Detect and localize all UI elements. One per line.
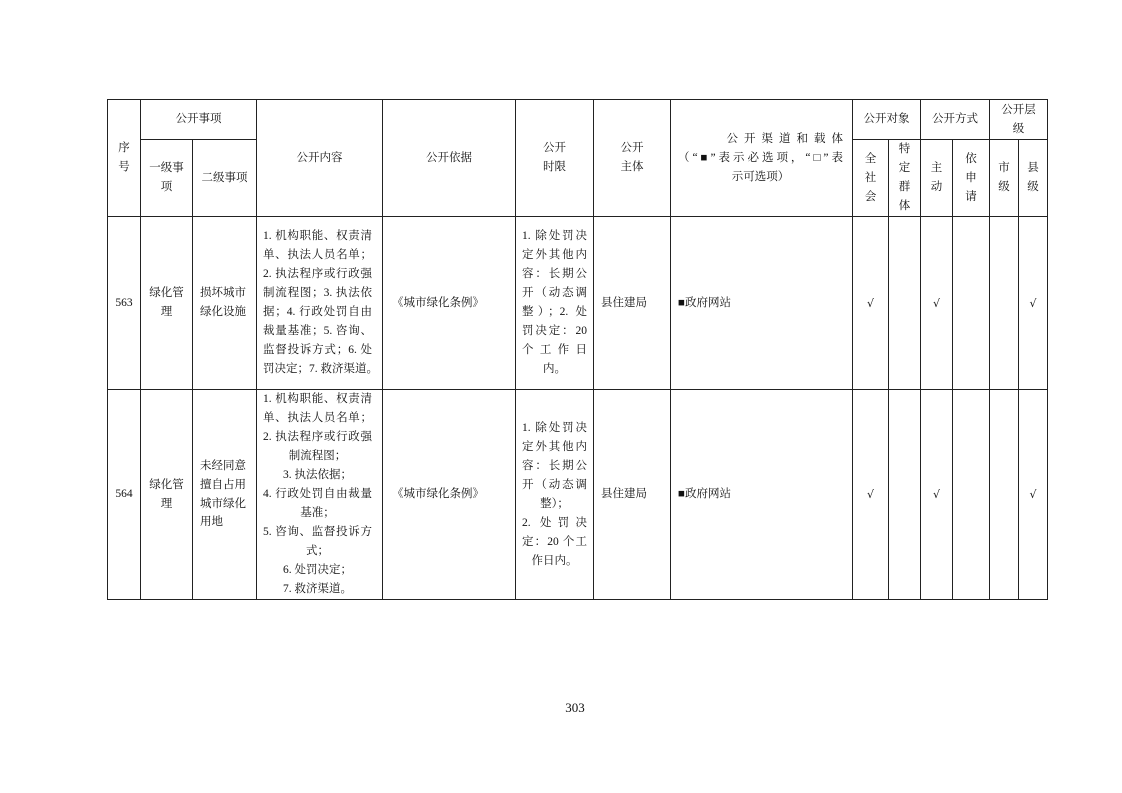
row-content-line: 基准； bbox=[300, 507, 335, 519]
row-level-county-check: √ bbox=[1019, 217, 1048, 390]
header-mode-active-line: 动 bbox=[930, 181, 943, 193]
row-basis: 《城市绿化条例》 bbox=[383, 217, 516, 390]
header-mode-active-text bbox=[921, 159, 952, 197]
row-time-limit-text bbox=[522, 227, 587, 379]
header-subject-line: 主体 bbox=[620, 161, 644, 173]
row-content bbox=[257, 217, 383, 390]
row-content-line: 7. 救济渠道。 bbox=[283, 583, 352, 595]
row-content-line: 裁量基准；5. 咨询、 bbox=[263, 325, 372, 337]
row-content-line: 制流程图； bbox=[288, 450, 347, 462]
row-level1-item bbox=[141, 217, 193, 390]
row-time-limit-line: 1. 除处罚决 bbox=[522, 421, 587, 434]
header-content: 公开内容 bbox=[257, 100, 383, 217]
row-time-limit-line: 开（动态调 bbox=[522, 287, 587, 299]
row-content bbox=[257, 390, 383, 600]
header-level2: 二级事项 bbox=[193, 140, 257, 217]
header-seq-text bbox=[108, 139, 140, 177]
row-time-limit bbox=[516, 217, 594, 390]
header-seq-line: 号 bbox=[118, 161, 130, 173]
header-level-group-line: 公开层 bbox=[1001, 103, 1036, 116]
row-audience-specific-check bbox=[889, 217, 921, 390]
row-basis: 《城市绿化条例》 bbox=[383, 390, 516, 600]
row-level2-line: 城市绿化 bbox=[200, 497, 246, 510]
table-row bbox=[108, 390, 1048, 600]
header-audience-specific-text bbox=[889, 140, 920, 216]
header-seq-line: 序 bbox=[118, 142, 130, 154]
header-mode-request-line: 请 bbox=[965, 190, 977, 203]
header-level1-line: 一级事 bbox=[149, 162, 184, 174]
header-level1-text bbox=[141, 159, 192, 197]
row-content-line: 5. 咨询、监督投诉方 bbox=[263, 526, 372, 538]
row-content-line: 2. 执法程序或行政强 bbox=[263, 431, 372, 443]
row-time-limit-line: 定外其他内 bbox=[522, 440, 587, 453]
header-audience-all-line: 全 bbox=[864, 152, 877, 165]
row-audience-specific-check bbox=[889, 390, 921, 600]
row-content-line: 据；4. 行政处罚自由 bbox=[263, 306, 372, 318]
row-content-line: 1. 机构职能、权责清 bbox=[263, 393, 372, 405]
header-level1-line: 项 bbox=[160, 181, 173, 193]
row-level1-line: 绿化管 bbox=[149, 478, 184, 491]
row-content-line: 6. 处罚决定； bbox=[283, 564, 352, 576]
header-time-limit-line: 公开 bbox=[543, 142, 566, 154]
header-channel-note bbox=[678, 149, 843, 187]
row-time-limit-line: 定外其他内 bbox=[522, 249, 587, 261]
row-time-limit-line: 作日内。 bbox=[531, 554, 578, 567]
header-level-county bbox=[1019, 140, 1048, 217]
row-level1-item bbox=[141, 390, 193, 600]
header-mode-request-text bbox=[953, 150, 989, 207]
row-content-line: 3. 执法依据； bbox=[283, 469, 352, 481]
header-level-city bbox=[990, 140, 1019, 217]
header-seq bbox=[108, 100, 141, 217]
header-audience-group: 公开对象 bbox=[853, 100, 921, 140]
header-row-top bbox=[108, 100, 1048, 140]
row-level2-line: 损坏城市 bbox=[200, 287, 246, 300]
header-mode-request-line: 依 bbox=[965, 152, 977, 165]
header-audience-specific-line: 群 bbox=[898, 181, 911, 193]
header-audience-all-line: 会 bbox=[864, 190, 877, 203]
row-time-limit-line: 定：20 个工 bbox=[522, 535, 587, 548]
header-level-county-line: 县 bbox=[1027, 162, 1039, 174]
row-level2-item bbox=[193, 217, 257, 390]
header-mode-active-line: 主 bbox=[930, 162, 943, 174]
header-level-city-line: 级 bbox=[998, 181, 1010, 193]
row-time-limit-line: 容：长期公 bbox=[522, 268, 587, 280]
row-audience-all-check: √ bbox=[853, 217, 889, 390]
row-time-limit bbox=[516, 390, 594, 600]
row-audience-all-check: √ bbox=[853, 390, 889, 600]
row-content-line: 4. 行政处罚自由裁量 bbox=[263, 488, 372, 500]
header-audience-specific bbox=[889, 140, 921, 217]
row-channel: ■政府网站 bbox=[671, 217, 853, 390]
row-time-limit-line: 罚决定：20 bbox=[522, 325, 587, 337]
row-mode-active-check: √ bbox=[921, 217, 953, 390]
row-time-limit-text bbox=[522, 419, 587, 571]
row-time-limit-line: 开（动态调 bbox=[522, 478, 587, 491]
header-level-city-text bbox=[990, 159, 1018, 197]
header-level-county-text bbox=[1019, 159, 1047, 197]
header-level-city-line: 市 bbox=[998, 162, 1010, 174]
header-items-group: 公开事项 bbox=[141, 100, 257, 140]
row-time-limit-line: 内。 bbox=[543, 363, 566, 375]
row-level1-line: 理 bbox=[160, 497, 173, 510]
row-level1-line: 绿化管 bbox=[149, 287, 184, 300]
row-mode-active-check: √ bbox=[921, 390, 953, 600]
header-subject bbox=[594, 100, 671, 217]
row-content-line: 制流程图；3. 执法依 bbox=[263, 287, 372, 299]
header-level-group bbox=[990, 100, 1048, 140]
header-audience-specific-line: 定 bbox=[898, 162, 911, 174]
row-content-line: 监督投诉方式；6. 处 bbox=[263, 344, 372, 356]
row-content-line: 罚决定；7. 救济渠道。 bbox=[263, 363, 378, 375]
header-subject-text bbox=[594, 139, 670, 177]
header-level-group-line: 级 bbox=[1012, 122, 1025, 135]
row-time-limit-line: 整）； bbox=[540, 497, 569, 510]
header-mode-request-line: 申 bbox=[965, 171, 977, 184]
disclosure-table bbox=[107, 99, 1048, 600]
header-mode-active bbox=[921, 140, 953, 217]
header-channel-note-line: 示可选项） bbox=[731, 170, 790, 183]
header-time-limit bbox=[516, 100, 594, 217]
row-content-line: 单、执法人员名单； bbox=[263, 412, 372, 424]
row-subject: 县住建局 bbox=[594, 390, 671, 600]
header-channel-title: 公开渠道和载体 bbox=[726, 132, 849, 145]
page-number: 303 bbox=[565, 700, 585, 715]
row-content-line: 单、执法人员名单； bbox=[263, 249, 372, 261]
row-level2-line: 绿化设施 bbox=[200, 306, 246, 318]
header-audience-specific-line: 体 bbox=[898, 200, 911, 212]
row-mode-request-check bbox=[953, 390, 990, 600]
row-level2-line: 未经同意 bbox=[200, 460, 246, 473]
header-level1 bbox=[141, 140, 193, 217]
header-mode-request bbox=[953, 140, 990, 217]
row-seq: 564 bbox=[108, 390, 141, 600]
header-mode-group: 公开方式 bbox=[921, 100, 990, 140]
row-level2-item bbox=[193, 390, 257, 600]
row-content-line: 2. 执法程序或行政强 bbox=[263, 268, 372, 280]
row-channel: ■政府网站 bbox=[671, 390, 853, 600]
row-time-limit-line: 1. 除处罚决 bbox=[522, 230, 587, 242]
row-seq: 563 bbox=[108, 217, 141, 390]
row-content-line: 式； bbox=[306, 545, 329, 557]
header-time-limit-line: 时限 bbox=[543, 161, 566, 173]
row-level2-text bbox=[200, 284, 256, 321]
header-channel bbox=[671, 100, 853, 217]
row-subject: 县住建局 bbox=[594, 217, 671, 390]
header-audience-specific-line: 特 bbox=[898, 143, 911, 155]
row-content-line: 1. 机构职能、权责清 bbox=[263, 230, 372, 242]
row-level-county-check: √ bbox=[1019, 390, 1048, 600]
table-row bbox=[108, 217, 1048, 390]
header-audience-all-text bbox=[853, 150, 888, 207]
row-content-text bbox=[263, 227, 378, 379]
row-level2-text bbox=[200, 457, 256, 532]
row-level1-text bbox=[141, 284, 192, 321]
header-level-county-line: 级 bbox=[1027, 181, 1039, 193]
header-channel-note-line: （“■”表示必选项，“□”表 bbox=[678, 151, 843, 164]
row-mode-request-check bbox=[953, 217, 990, 390]
row-time-limit-line: 个工作日 bbox=[522, 344, 587, 356]
header-audience-all bbox=[853, 140, 889, 217]
header-level-group-text bbox=[990, 101, 1047, 139]
row-time-limit-line: 整）；2. 处 bbox=[522, 306, 587, 318]
row-content-text bbox=[263, 390, 372, 599]
row-level-city-check bbox=[990, 390, 1019, 600]
header-basis: 公开依据 bbox=[383, 100, 516, 217]
row-level1-text bbox=[141, 476, 192, 513]
header-audience-all-line: 社 bbox=[864, 171, 877, 184]
row-level-city-check bbox=[990, 217, 1019, 390]
row-level2-line: 用地 bbox=[200, 516, 223, 529]
row-level1-line: 理 bbox=[160, 306, 173, 318]
header-subject-line: 公开 bbox=[620, 142, 644, 154]
row-time-limit-line: 2. 处罚决 bbox=[522, 516, 587, 529]
row-time-limit-line: 容：长期公 bbox=[522, 459, 587, 472]
header-time-limit-text bbox=[516, 139, 593, 177]
row-level2-line: 擅自占用 bbox=[200, 478, 246, 491]
